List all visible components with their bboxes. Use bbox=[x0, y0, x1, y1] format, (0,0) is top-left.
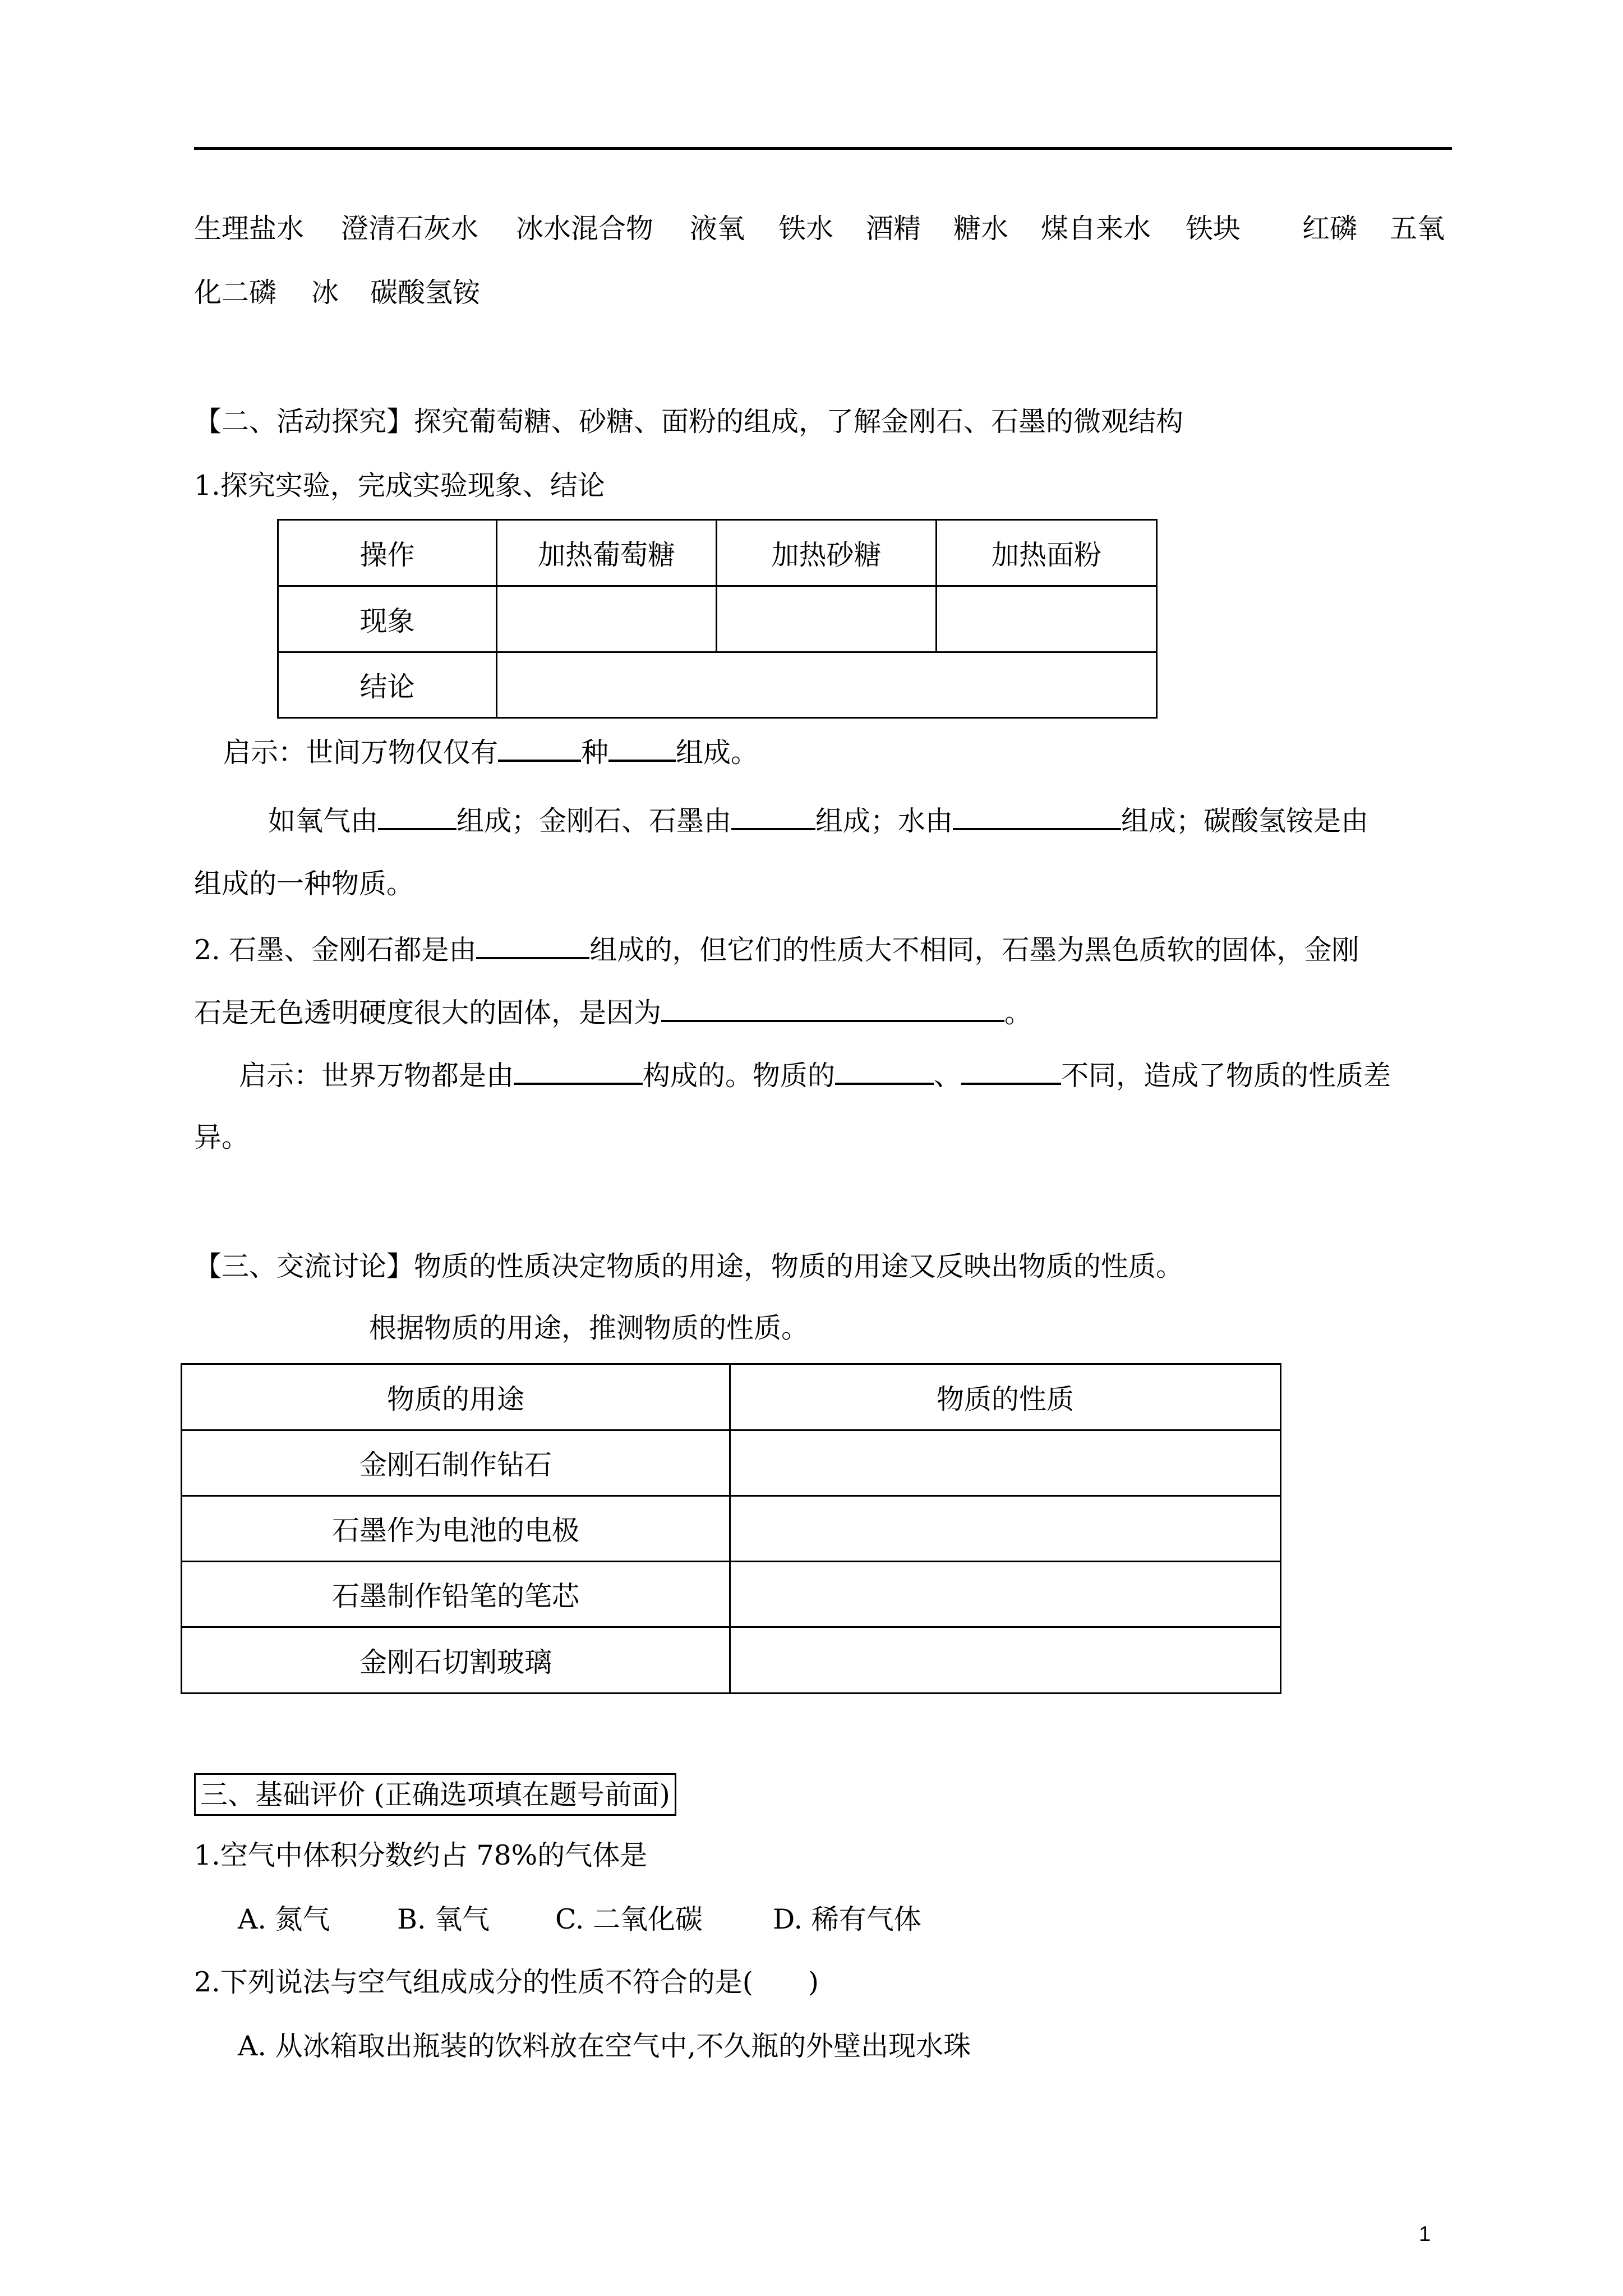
table-header-cell: 加热砂糖 bbox=[717, 520, 937, 586]
question-text: 石是无色透明硬度很大的固体，是因为 bbox=[194, 997, 662, 1029]
example-line-2: 组成的一种物质。 bbox=[194, 868, 414, 900]
list-item: 糖水 bbox=[953, 213, 1009, 245]
hint-text: 启示：世间万物仅仅有 bbox=[223, 737, 499, 769]
option-b[interactable]: B. 氧气 bbox=[397, 1903, 490, 1935]
answer-cell[interactable] bbox=[730, 1430, 1281, 1496]
usage-cell: 金刚石制作钻石 bbox=[182, 1430, 730, 1496]
list-item: 碳酸氢铵 bbox=[370, 277, 481, 309]
question-text: 2. 石墨、金刚石都是由 bbox=[194, 934, 477, 966]
fill-blank[interactable] bbox=[731, 803, 815, 830]
usage-cell: 石墨作为电池的电极 bbox=[182, 1496, 730, 1562]
row-label-phenomenon: 现象 bbox=[278, 586, 497, 652]
hint-2-line-1 bbox=[239, 1058, 1391, 1093]
list-item: 生理盐水 bbox=[194, 213, 305, 245]
hint-1 bbox=[223, 735, 758, 770]
fill-blank[interactable] bbox=[476, 932, 589, 959]
eval-question-1-stem: 1.空气中体积分数约占 78%的气体是 bbox=[194, 1839, 648, 1871]
fill-blank[interactable] bbox=[498, 735, 581, 762]
fill-blank[interactable] bbox=[378, 803, 457, 830]
question-2-line-1 bbox=[194, 932, 1359, 967]
example-line-1 bbox=[268, 803, 1368, 838]
question-1-title: 1.探究实验，完成实验现象、结论 bbox=[194, 470, 605, 501]
answer-cell[interactable] bbox=[937, 586, 1157, 652]
fill-blank[interactable] bbox=[953, 803, 1121, 830]
section-3-heading: 【三、交流讨论】物质的性质决定物质的用途，物质的用途又反映出物质的性质。 bbox=[194, 1250, 1184, 1282]
example-text: 组成；金刚石、石墨由 bbox=[457, 805, 732, 837]
hint-2-line-2: 异。 bbox=[194, 1121, 250, 1153]
option-d[interactable]: D. 稀有气体 bbox=[773, 1903, 921, 1935]
list-item: 液氧 bbox=[690, 213, 745, 245]
list-item: 冰 bbox=[311, 277, 339, 309]
option-a[interactable]: A. 氮气 bbox=[238, 1903, 330, 1935]
row-label-conclusion: 结论 bbox=[278, 652, 497, 718]
table-header-cell: 加热葡萄糖 bbox=[497, 520, 717, 586]
experiment-table bbox=[277, 519, 1158, 719]
answer-cell[interactable] bbox=[730, 1496, 1281, 1562]
table-header-cell: 物质的性质 bbox=[730, 1364, 1281, 1430]
answer-cell[interactable] bbox=[497, 586, 717, 652]
fill-blank[interactable] bbox=[835, 1058, 934, 1085]
eval-question-2-stem: 2.下列说法与空气组成成分的性质不符合的是( ) bbox=[194, 1966, 819, 1998]
hint-text: 、 bbox=[934, 1060, 962, 1092]
list-item: 铁水 bbox=[778, 213, 834, 245]
example-text: 如氧气由 bbox=[268, 805, 379, 837]
question-text: 组成的，但它们的性质大不相同，石墨为黑色质软的固体，金刚 bbox=[589, 934, 1359, 966]
evaluation-heading: 三、基础评价 (正确选项填在题号前面) bbox=[194, 1773, 676, 1816]
list-item: 冰水混合物 bbox=[516, 213, 654, 245]
hint-text: 构成的。物质的 bbox=[643, 1060, 836, 1092]
answer-cell[interactable] bbox=[497, 652, 1157, 718]
list-item: 煤自来水 bbox=[1041, 213, 1151, 245]
answer-cell[interactable] bbox=[717, 586, 937, 652]
table-header-cell: 加热面粉 bbox=[937, 520, 1157, 586]
list-item: 红磷 bbox=[1302, 213, 1358, 245]
fill-blank[interactable] bbox=[661, 995, 1004, 1022]
page-number: 1 bbox=[1419, 2223, 1431, 2246]
answer-cell[interactable] bbox=[730, 1627, 1281, 1694]
list-item: 铁块 bbox=[1186, 213, 1241, 245]
fill-blank[interactable] bbox=[514, 1058, 643, 1085]
section-2-heading: 【二、活动探究】探究葡萄糖、砂糖、面粉的组成，了解金刚石、石墨的微观结构 bbox=[194, 406, 1184, 438]
hint-text: 启示：世界万物都是由 bbox=[239, 1060, 514, 1092]
list-item: 五氧 bbox=[1390, 213, 1445, 245]
usage-property-table bbox=[181, 1363, 1281, 1694]
usage-cell: 金刚石切割玻璃 bbox=[182, 1627, 730, 1694]
answer-cell[interactable] bbox=[730, 1562, 1281, 1627]
question-text: 。 bbox=[1004, 997, 1032, 1029]
hint-text: 不同，造成了物质的性质差 bbox=[1061, 1060, 1391, 1092]
example-text: 组成；水由 bbox=[815, 805, 953, 837]
table-header-cell: 物质的用途 bbox=[182, 1364, 730, 1430]
usage-cell: 石墨制作铅笔的笔芯 bbox=[182, 1562, 730, 1627]
example-text: 组成；碳酸氢铵是由 bbox=[1121, 805, 1369, 837]
option-c[interactable]: C. 二氧化碳 bbox=[555, 1903, 703, 1935]
fill-blank[interactable] bbox=[961, 1058, 1061, 1085]
header-rule bbox=[194, 147, 1452, 150]
hint-text: 组成。 bbox=[676, 737, 759, 769]
section-3-intro: 根据物质的用途，推测物质的性质。 bbox=[369, 1312, 809, 1344]
list-item: 化二磷 bbox=[194, 277, 277, 309]
question-2-line-2 bbox=[194, 995, 1032, 1030]
option-a[interactable]: A. 从冰箱取出瓶装的饮料放在空气中,不久瓶的外壁出现水珠 bbox=[238, 2030, 971, 2062]
list-item: 酒精 bbox=[866, 213, 921, 245]
fill-blank[interactable] bbox=[608, 735, 676, 762]
table-header-cell: 操作 bbox=[278, 520, 497, 586]
list-item: 澄清石灰水 bbox=[341, 213, 479, 245]
hint-text: 种 bbox=[581, 737, 609, 769]
